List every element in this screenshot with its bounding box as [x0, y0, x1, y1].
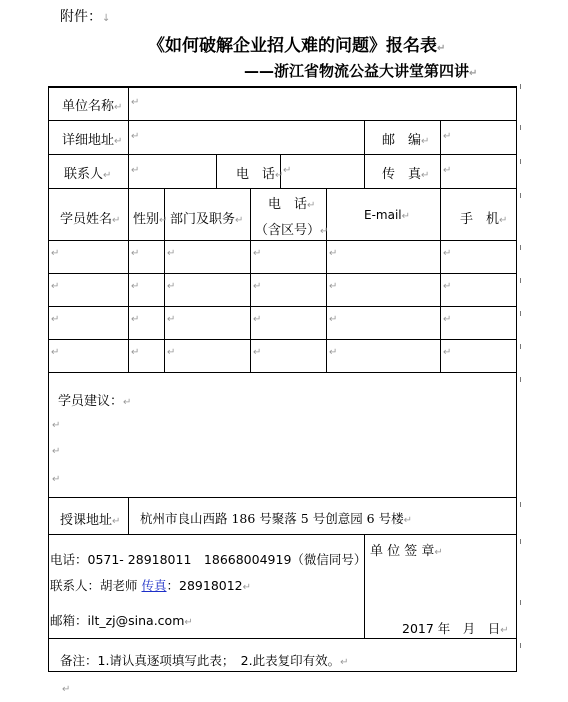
student-gender-cell[interactable]: ↵	[131, 281, 140, 292]
phone-field[interactable]: ↵	[283, 165, 292, 176]
student-email-cell[interactable]: ↵	[329, 281, 338, 292]
col-header-mobile: 手 机↵	[460, 212, 508, 227]
student-dept-cell[interactable]: ↵	[167, 347, 176, 358]
col-header-phone: 电 话↵	[268, 197, 316, 212]
postcode-field[interactable]: ↵	[443, 131, 452, 142]
student-gender-cell[interactable]: ↵	[131, 314, 140, 325]
fax-link[interactable]: 传真	[141, 578, 167, 593]
address-label: 详细地址↵	[62, 133, 123, 148]
student-dept-cell[interactable]: ↵	[167, 314, 176, 325]
student-phone-cell[interactable]: ↵	[253, 347, 262, 358]
student-phone-cell[interactable]: ↵	[253, 314, 262, 325]
student-mobile-cell[interactable]: ↵	[443, 314, 452, 325]
contact-email: 邮箱：ilt_zj@sina.com↵	[50, 613, 193, 628]
student-phone-cell[interactable]: ↵	[253, 281, 262, 292]
contact-label: 联系人↵	[64, 167, 112, 182]
table-border-top	[48, 86, 517, 88]
col-header-gender: 性别↵	[133, 212, 168, 227]
student-name-cell[interactable]: ↵	[51, 347, 60, 358]
table-border-left	[48, 86, 49, 672]
student-email-cell[interactable]: ↵	[329, 248, 338, 259]
paragraph-mark: ↵	[62, 684, 71, 695]
student-mobile-cell[interactable]: ↵	[443, 281, 452, 292]
student-gender-cell[interactable]: ↵	[131, 347, 140, 358]
unit-name-field[interactable]: ↵	[131, 97, 140, 108]
col-header-name: 学员姓名↵	[60, 212, 121, 227]
table-border-bottom	[48, 671, 517, 672]
venue-value: 杭州市良山西路 186 号聚落 5 号创意园 6 号楼↵	[140, 511, 412, 526]
student-name-cell[interactable]: ↵	[51, 281, 60, 292]
suggestion-line[interactable]: ↵	[52, 420, 61, 431]
student-email-cell[interactable]: ↵	[329, 347, 338, 358]
table-border-right	[516, 86, 517, 672]
attachment-label: 附件：↓	[60, 9, 111, 25]
form-title: 《如何破解企业招人难的问题》报名表↵	[148, 36, 446, 56]
suggestion-label: 学员建议：↵	[58, 394, 132, 409]
fax-label: 传 真↵	[382, 167, 430, 182]
student-name-cell[interactable]: ↵	[51, 314, 60, 325]
phone-label: 电 话↵	[236, 167, 284, 182]
suggestion-line[interactable]: ↵	[52, 446, 61, 457]
unit-name-label: 单位名称↵	[62, 99, 123, 114]
note-text: 备注：1.请认真逐项填写此表； 2.此表复印有效。↵	[60, 653, 349, 668]
contact-person: 联系人：胡老师 传真：28918012↵	[50, 578, 252, 593]
student-name-cell[interactable]: ↵	[51, 248, 60, 259]
student-dept-cell[interactable]: ↵	[167, 281, 176, 292]
student-gender-cell[interactable]: ↵	[131, 248, 140, 259]
col-header-phone-note: （含区号）↵	[255, 223, 329, 238]
venue-label: 授课地址↵	[60, 513, 121, 528]
student-mobile-cell[interactable]: ↵	[443, 248, 452, 259]
form-subtitle: ——浙江省物流公益大讲堂第四讲↵	[244, 62, 478, 80]
student-email-cell[interactable]: ↵	[329, 314, 338, 325]
student-dept-cell[interactable]: ↵	[167, 248, 176, 259]
postcode-label: 邮 编↵	[382, 133, 430, 148]
address-field[interactable]: ↵	[131, 131, 140, 142]
suggestion-line[interactable]: ↵	[52, 474, 61, 485]
contact-phone: 电话：0571- 28918011 18668004919（微信同号）	[50, 552, 367, 567]
stamp-label: 单 位 签 章↵	[370, 544, 443, 559]
col-header-email: E-mail↵	[364, 208, 411, 222]
stamp-date: 2017 年 月 日↵	[402, 621, 509, 636]
fax-field[interactable]: ↵	[443, 165, 452, 176]
contact-field[interactable]: ↵	[131, 165, 140, 176]
col-header-dept: 部门及职务↵	[170, 212, 244, 227]
student-mobile-cell[interactable]: ↵	[443, 347, 452, 358]
student-phone-cell[interactable]: ↵	[253, 248, 262, 259]
